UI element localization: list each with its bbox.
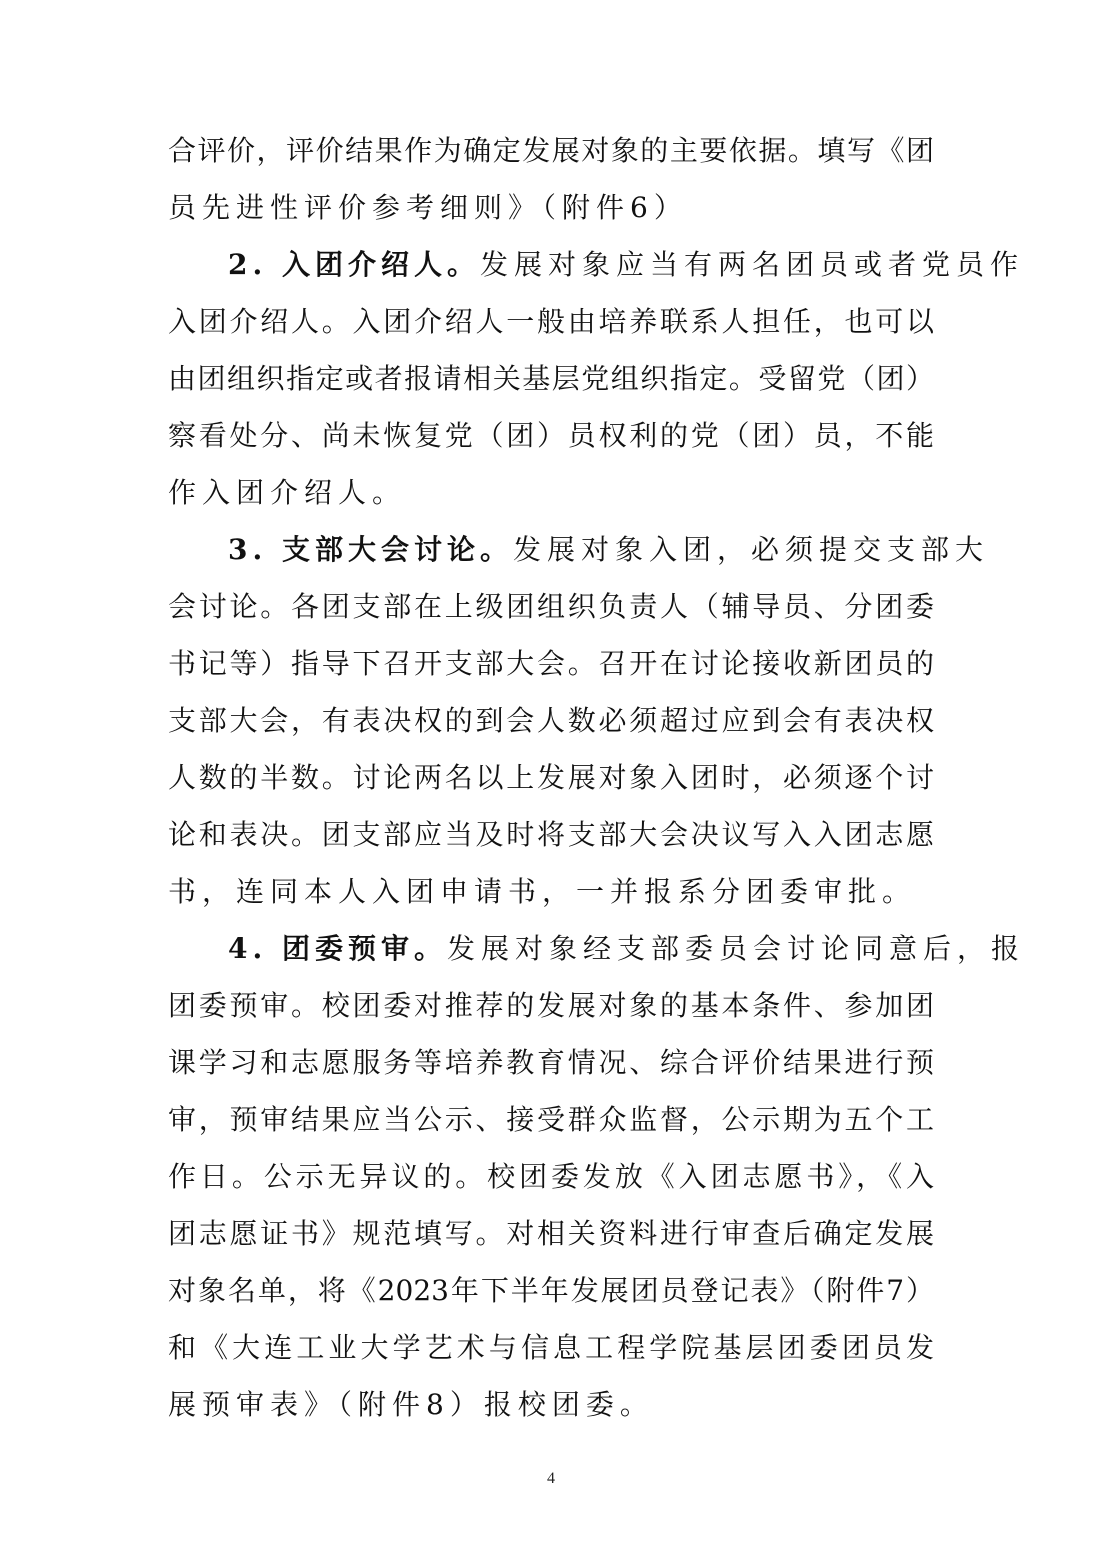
text-line: 员先进性评价参考细则》（附件6） xyxy=(168,191,688,224)
paragraph-4 xyxy=(168,920,1025,1433)
text-line: 团委预审。校团委对推荐的发展对象的基本条件、参加团 xyxy=(168,989,934,1022)
text-line: 和《大连工业大学艺术与信息工程学院基层团委团员发 xyxy=(168,1331,934,1364)
paragraph-1 xyxy=(168,122,934,236)
text-line: 察看处分、尚未恢复党（团）员权利的党（团）员，不能 xyxy=(168,419,934,452)
text-span: 发展对象应当有两名团员或者党员作 xyxy=(479,248,1024,281)
text-line: 课学习和志愿服务等培养教育情况、综合评价结果进行预 xyxy=(168,1046,934,1079)
text-line: 入团介绍人。入团介绍人一般由培养联系人担任，也可以 xyxy=(168,305,934,338)
text-line xyxy=(168,920,1025,977)
text-line: 作日。公示无异议的。校团委发放《入团志愿书》，《入 xyxy=(168,1160,934,1193)
text-line: 审，预审结果应当公示、接受群众监督，公示期为五个工 xyxy=(168,1103,934,1136)
paragraph-2 xyxy=(168,236,1024,521)
text-line: 论和表决。团支部应当及时将支部大会决议写入入团志愿 xyxy=(168,818,934,851)
text-line: 支部大会，有表决权的到会人数必须超过应到会有表决权 xyxy=(168,704,934,737)
text-line: 作入团介绍人。 xyxy=(168,476,407,509)
text-span: 发展对象入团，必须提交支部大 xyxy=(512,533,989,566)
section-heading-introducer: 2. 入团介绍人。 xyxy=(228,248,480,281)
text-line: 人数的半数。讨论两名以上发展对象入团时，必须逐个讨 xyxy=(168,761,934,794)
text-line: 对象名单，将《2023年下半年发展团员登记表》（附件7） xyxy=(168,1274,934,1307)
text-line: 书，连同本人入团申请书，一并报系分团委审批。 xyxy=(168,875,917,908)
text-line: 由团组织指定或者报请相关基层党组织指定。受留党（团） xyxy=(168,362,934,395)
text-line xyxy=(168,236,1024,293)
text-line: 团志愿证书》规范填写。对相关资料进行审查后确定发展 xyxy=(168,1217,934,1250)
section-heading-branch-meeting: 3. 支部大会讨论。 xyxy=(228,533,513,566)
text-line xyxy=(168,521,989,578)
text-span: 发展对象经支部委员会讨论同意后，报 xyxy=(446,932,1025,965)
text-line: 展预审表》（附件8）报校团委。 xyxy=(168,1388,654,1421)
document-body xyxy=(168,122,1025,1433)
text-line: 会讨论。各团支部在上级团组织负责人（辅导员、分团委 xyxy=(168,590,934,623)
paragraph-3 xyxy=(168,521,989,920)
text-line: 合评价，评价结果作为确定发展对象的主要依据。填写《团 xyxy=(168,134,934,167)
section-heading-pre-review: 4. 团委预审。 xyxy=(228,932,447,965)
page-number: 4 xyxy=(547,1470,555,1487)
text-line: 书记等）指导下召开支部大会。召开在讨论接收新团员的 xyxy=(168,647,934,680)
